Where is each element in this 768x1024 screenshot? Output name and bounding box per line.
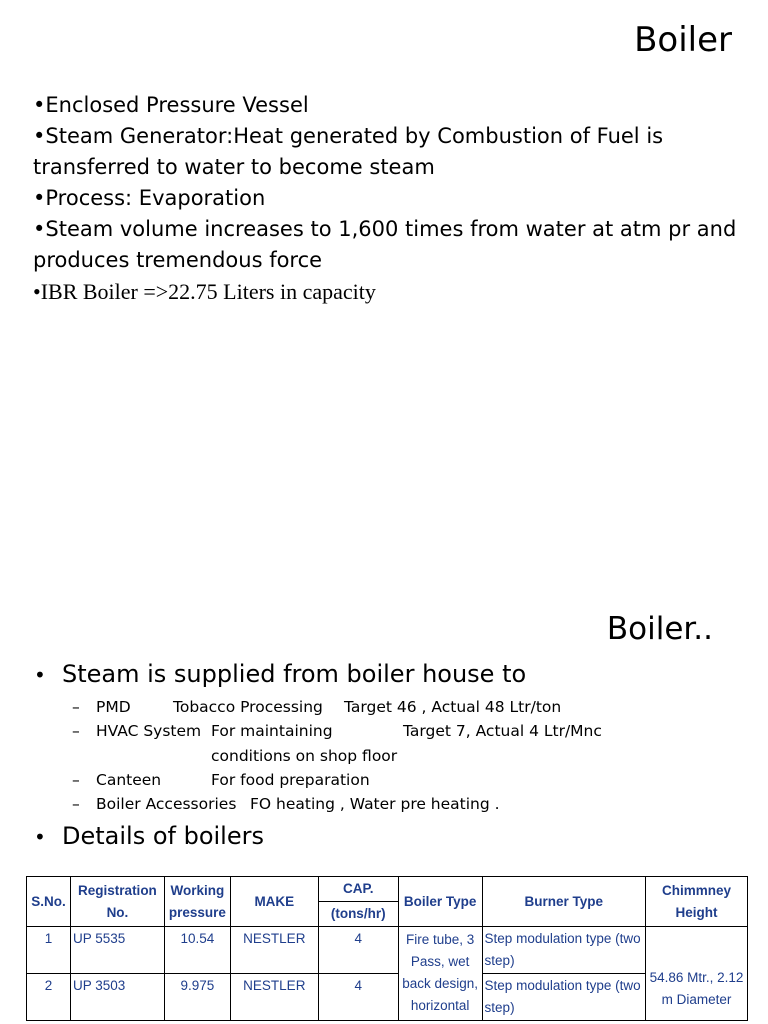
cell-sno: 1 (27, 927, 71, 974)
header-sno: S.No. (27, 877, 71, 927)
header-line: pressure (168, 904, 226, 920)
sub-item-name: PMD (96, 698, 131, 716)
table-header-row (27, 877, 748, 902)
sub-item-purpose: For food preparation (211, 771, 370, 789)
cell-boiler-type: Fire tube, 3 Pass, wet back design, horizontal (398, 927, 482, 1021)
cell-working-pressure: 9.975 (164, 974, 230, 1021)
table-row (27, 974, 748, 1021)
cell-registration: UP 5535 (70, 927, 164, 974)
header-cap: CAP. (318, 877, 398, 902)
cell-chimney-height: 54.86 Mtr., 2.12 m Diameter (646, 927, 748, 1021)
sub-item-purpose-cont: conditions on shop floor (211, 747, 398, 765)
cell-make: NESTLER (230, 927, 318, 974)
sub-item-name: Boiler Accessories (96, 795, 237, 813)
cell-burner-type: Step modulation type (two step) (482, 927, 646, 974)
bullet-item: •IBR Boiler =>22.75 Liters in capacity (33, 279, 376, 304)
header-line: No. (106, 904, 129, 920)
cell-burner-type: Step modulation type (two step) (482, 974, 646, 1021)
bullet-steam-supply (34, 660, 526, 688)
boilers-table (26, 876, 748, 1021)
cell-make: NESTLER (230, 974, 318, 1021)
cell-cap: 4 (318, 927, 398, 974)
header-cap-unit: (tons/hr) (318, 902, 398, 927)
slide-title: Boiler (634, 20, 732, 60)
header-line: Height (675, 904, 718, 920)
bullet-item: •Steam volume increases to 1,600 times from water at atm pr and produces tremendous force (33, 217, 737, 272)
bullet-dot-icon: • (34, 825, 46, 849)
header-line: Working (170, 882, 225, 898)
sub-item-name: Canteen (96, 771, 162, 789)
sub-item-target: Target 46 , Actual 48 Ltr/ton (344, 698, 562, 716)
bullet-list (33, 90, 748, 307)
slide-boiler-details (0, 512, 768, 1024)
bullet-text: Steam is supplied from boiler house to (62, 660, 527, 688)
sub-item-name: HVAC System (96, 722, 202, 740)
sub-item-purpose: Tobacco Processing (173, 698, 323, 716)
sub-item-target: Target 7, Actual 4 Ltr/Mnc (403, 722, 602, 740)
bullet-item: •Enclosed Pressure Vessel (33, 93, 309, 117)
cell-working-pressure: 10.54 (164, 927, 230, 974)
dash-icon: – (72, 771, 80, 789)
bullet-item: •Steam Generator:Heat generated by Combustion of Fuel is transferred to water to become steam (33, 124, 664, 179)
cell-sno: 2 (27, 974, 71, 1021)
dash-icon: – (72, 795, 80, 813)
header-chimney-height (646, 877, 748, 927)
header-working-pressure (164, 877, 230, 927)
header-make: MAKE (230, 877, 318, 927)
bullet-text: Details of boilers (62, 822, 264, 850)
sub-item-purpose: FO heating , Water pre heating . (250, 795, 500, 813)
bullet-item: •Process: Evaporation (33, 186, 266, 210)
cell-registration: UP 3503 (70, 974, 164, 1021)
bullet-dot-icon: • (34, 663, 46, 687)
cell-cap: 4 (318, 974, 398, 1021)
header-registration (70, 877, 164, 927)
sub-item-purpose: For maintaining (211, 722, 333, 740)
dash-icon: – (72, 698, 80, 716)
header-line: Chimmney (662, 882, 732, 898)
dash-icon: – (72, 722, 80, 740)
header-line: Registration (78, 882, 157, 898)
table-row (27, 927, 748, 974)
header-burner-type: Burner Type (482, 877, 646, 927)
header-boiler-type: Boiler Type (398, 877, 482, 927)
bullet-details (34, 822, 264, 850)
slide-title: Boiler.. (606, 611, 713, 647)
